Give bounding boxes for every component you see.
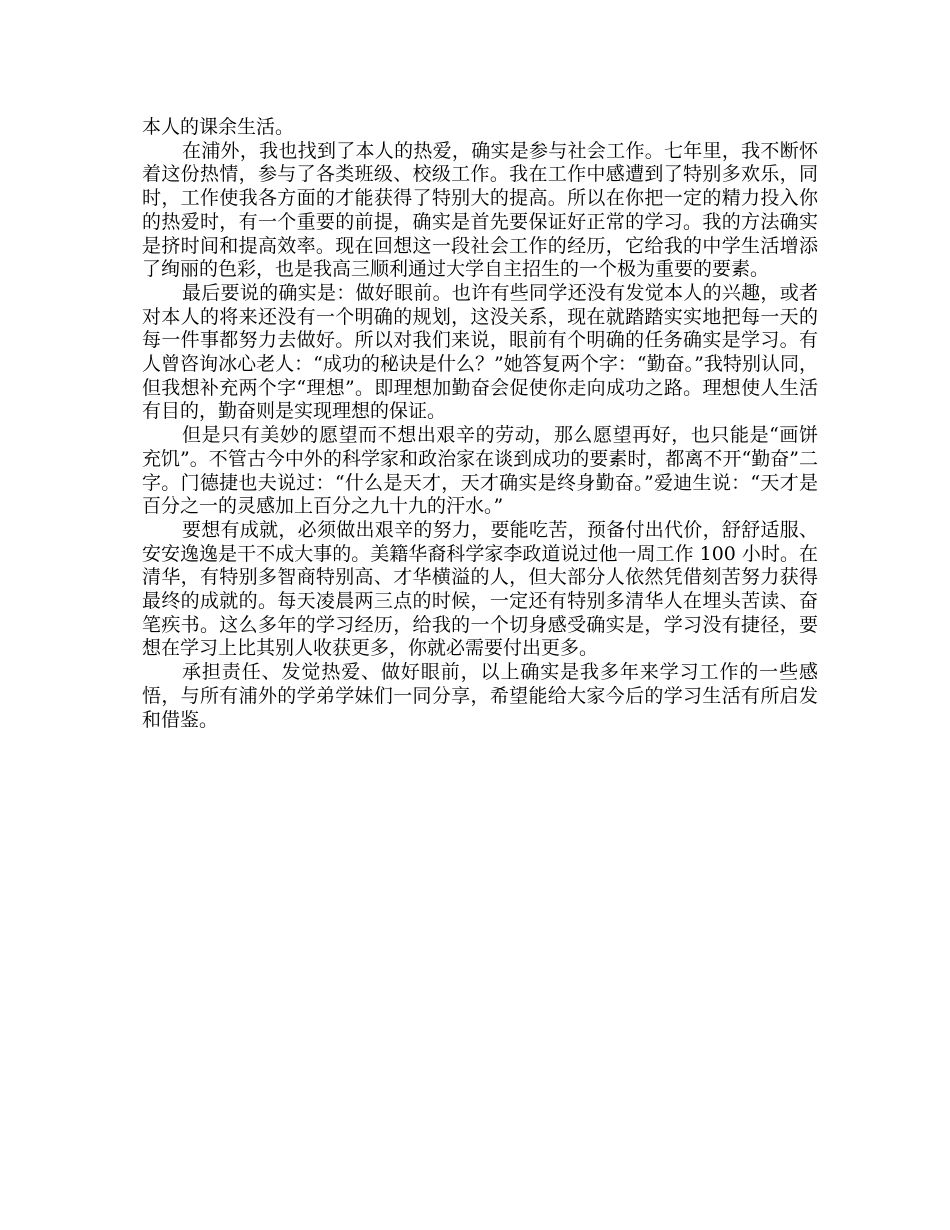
document-body	[142, 116, 818, 732]
paragraph-conclusion: 承担责任、发觉热爱、做好眼前，以上确实是我多年来学习工作的一些感悟，与所有浦外的学弟学妹们一同分享，希望能给大家今后的学习生活有所启发和借鉴。	[142, 661, 818, 731]
paragraph-hard-work: 要想有成就，必须做出艰辛的努力，要能吃苦，预备付出代价，舒舒适服、安安逸逸是干不成大事的。美籍华裔科学家李政道说过他一周工作 100 小时。在清华，有特别多智商特别高、才华横溢的人，但大部分人依然凭借刻苦努力获得最终的成就的。每天凌晨两三点的时候，一定还有特别多清华人在埋头苦读、奋笔疾书。这么多年的学习经历，给我的一个切身感受确实是，学习没有捷径，要想在学习上比其别人收获更多，你就必需要付出更多。	[142, 518, 818, 660]
paragraph-do-well-now: 最后要说的确实是：做好眼前。也许有些同学还没有发觉本人的兴趣，或者对本人的将来还没有一个明确的规划，这没关系，现在就踏踏实实地把每一天的每一件事都努力去做好。所以对我们来说，眼前有个明确的任务确实是学习。有人曾咨询冰心老人：“成功的秘诀是什么？”她答复两个字：“勤奋。”我特别认同，但我想补充两个字“理想”。即理想加勤奋会促使你走向成功之路。理想使人生活有目的，勤奋则是实现理想的保证。	[142, 281, 818, 423]
paragraph-social-work: 在浦外，我也找到了本人的热爱，确实是参与社会工作。七年里，我不断怀着这份热情，参与了各类班级、校级工作。我在工作中感遭到了特别多欢乐，同时，工作使我各方面的才能获得了特别大的提高。所以在你把一定的精力投入你的热爱时，有一个重要的前提，确实是首先要保证好正常的学习。我的方法确实是挤时间和提高效率。现在回想这一段社会工作的经历，它给我的中学生活增添了绚丽的色彩，也是我高三顺利通过大学自主招生的一个极为重要的要素。	[142, 139, 818, 281]
paragraph-diligence: 但是只有美妙的愿望而不想出艰辛的劳动，那么愿望再好，也只能是“画饼充饥”。不管古今中外的科学家和政治家在谈到成功的要素时，都离不开“勤奋”二字。门德捷也夫说过：“什么是天才，天才确实是终身勤奋。”爱迪生说：“天才是百分之一的灵感加上百分之九十九的汗水。”	[142, 424, 818, 518]
paragraph-continuation: 本人的课余生活。	[142, 116, 295, 138]
